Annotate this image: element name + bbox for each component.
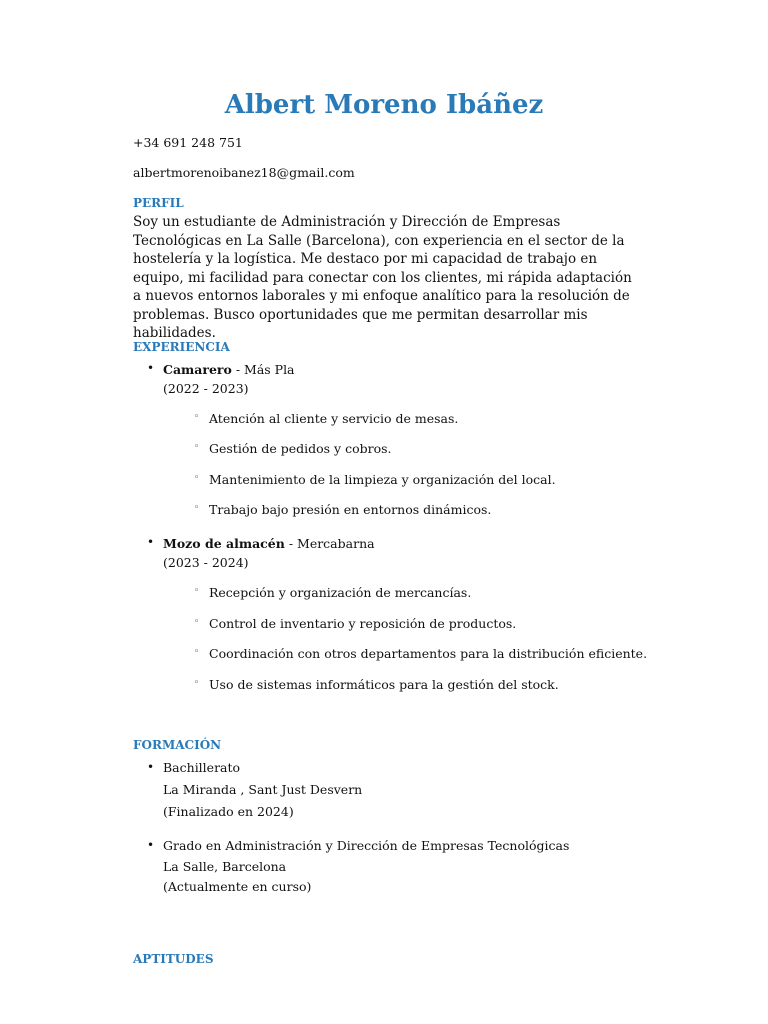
job-task: ◦ Control de inventario y reposición de productos.: [194, 616, 517, 631]
job-title: Mozo de almacén: [163, 536, 285, 551]
education-entry: [147, 757, 363, 823]
experience-heading: EXPERIENCIA: [133, 340, 230, 354]
sub-bullet-icon: ◦: [194, 678, 200, 688]
sub-bullet-icon: ◦: [194, 412, 200, 422]
job-entry: [147, 360, 295, 398]
email-address: albertmorenoibanez18@gmail.com: [133, 165, 355, 180]
job-task: ◦ Coordinación con otros departamentos para la distribución eficiente.: [194, 646, 648, 661]
job-task: ◦ Gestión de pedidos y cobros.: [194, 441, 392, 456]
school-name: La Miranda , Sant Just Desvern: [163, 782, 363, 797]
job-task: ◦ Atención al cliente y servicio de mesas.: [194, 411, 459, 426]
job-company: - Más Pla: [231, 362, 295, 377]
sub-bullet-icon: ◦: [194, 473, 200, 483]
school-name: La Salle, Barcelona: [163, 859, 287, 874]
degree-name: Bachillerato: [163, 760, 241, 775]
job-task: ◦ Mantenimiento de la limpieza y organización del local.: [194, 472, 556, 487]
candidate-name: Albert Moreno Ibáñez: [224, 90, 544, 120]
job-entry: [147, 534, 375, 572]
job-period: (2023 - 2024): [163, 555, 249, 570]
phone-number: +34 691 248 751: [133, 135, 243, 150]
bullet-icon: •: [147, 361, 155, 375]
sub-bullet-icon: ◦: [194, 647, 200, 657]
degree-name: Grado en Administración y Dirección de Empresas Tecnológicas: [163, 838, 570, 853]
sub-bullet-icon: ◦: [194, 617, 200, 627]
job-task: ◦ Uso de sistemas informáticos para la gestión del stock.: [194, 677, 559, 692]
bullet-icon: •: [147, 838, 155, 852]
job-period: (2022 - 2023): [163, 381, 249, 396]
job-title: Camarero: [163, 362, 232, 377]
profile-text: Soy un estudiante de Administración y Dirección de Empresas Tecnológicas en La Salle (Barcelona), con experiencia en el sector de la hostelería y la logística. Me destaco por mi capacidad de trabajo en equipo, mi facilidad para conectar con los clientes, mi rápida adaptación a nuevos entornos laborales y mi enfoque analítico para la resolución de problemas. Busco oportunidades que me permitan desarrollar mis habilidades.: [133, 214, 632, 341]
sub-bullet-icon: ◦: [194, 442, 200, 452]
job-task: ◦ Trabajo bajo presión en entornos dinámicos.: [194, 502, 492, 517]
profile-heading: PERFIL: [133, 196, 184, 210]
sub-bullet-icon: ◦: [194, 503, 200, 513]
bullet-icon: •: [147, 760, 155, 774]
degree-status: (Finalizado en 2024): [163, 804, 294, 819]
degree-status: (Actualmente en curso): [163, 879, 312, 894]
sub-bullet-icon: ◦: [194, 586, 200, 596]
job-task: ◦ Recepción y organización de mercancías.: [194, 585, 472, 600]
skills-heading: APTITUDES: [133, 952, 214, 966]
education-entry: [147, 835, 570, 897]
education-heading: FORMACIÓN: [133, 738, 222, 752]
bullet-icon: •: [147, 535, 155, 549]
job-company: - Mercabarna: [284, 536, 375, 551]
